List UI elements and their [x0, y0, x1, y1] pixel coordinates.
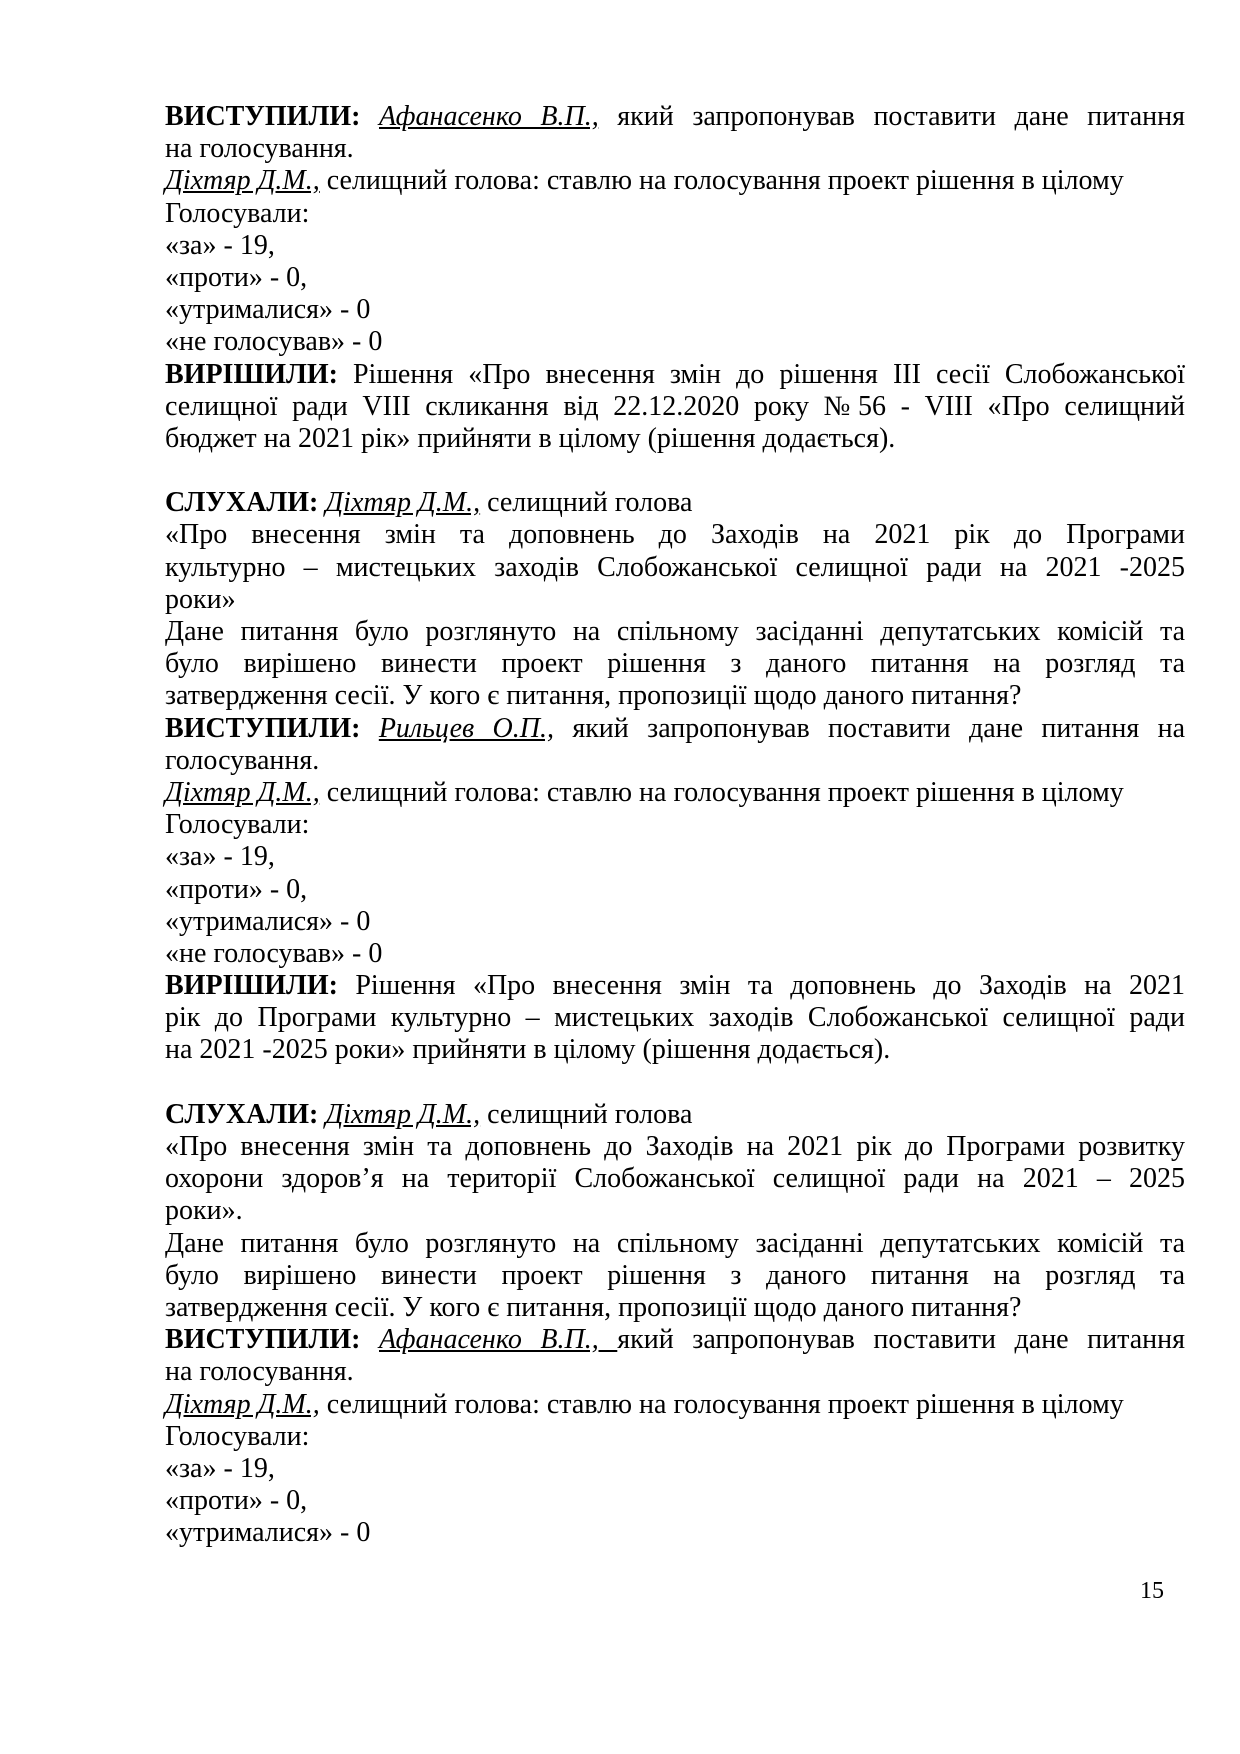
keyword-decided: ВИРІШИЛИ:: [165, 970, 338, 1002]
decided-text-1: Рішення «Про внесення змін та доповнень до Заходів на 2021: [337, 970, 1185, 1002]
voted-label: Голосували:: [165, 1420, 310, 1452]
decided-text-1: Рішення «Про внесення змін до рішення ІІІ сесії Слобожанської: [337, 358, 1185, 390]
vote-against: «проти» - 0,: [165, 873, 308, 905]
spoke-continuation: на голосування.: [165, 1356, 354, 1388]
speaker-name: Афанасенко В.П.,: [379, 101, 599, 132]
desc-line-2: було вирішено винести проект рішення з даного питання на розгляд та: [165, 1259, 1185, 1291]
keyword-heard: СЛУХАЛИ:: [165, 487, 319, 519]
heard-text: селищний голова: [480, 1098, 693, 1130]
vote-for: «за» - 19,: [165, 229, 275, 261]
desc-line-3: затвердження сесії. У кого є питання, пропозиції щодо даного питання?: [165, 680, 1022, 712]
voted-label: Голосували:: [165, 197, 310, 229]
keyword-spoke: ВИСТУПИЛИ:: [165, 1324, 361, 1356]
spoke-continuation: голосування.: [165, 744, 320, 776]
decided-line-3: на 2021 -2025 роки» прийняти в цілому (рішення додається).: [165, 1034, 891, 1066]
head-text: селищний голова: ставлю на голосування проект рішення в цілому: [319, 165, 1124, 197]
vote-abstained: «утрималися» - 0: [165, 294, 371, 326]
spoke-line: [165, 1324, 1185, 1356]
decided-line-2: селищної ради VIII скликання від 22.12.2020 року №56 - VIII «Про селищний: [165, 390, 1185, 422]
spacer: [165, 455, 1185, 487]
heard-name: Діхтяр Д.М.,: [325, 1098, 481, 1130]
head-text: селищний голова: ставлю на голосування проект рішення в цілому: [319, 776, 1124, 808]
vote-not-voted: «не голосував» - 0: [165, 326, 383, 358]
heard-text: селищний голова: [480, 487, 693, 519]
desc-line-3: затвердження сесії. У кого є питання, пропозиції щодо даного питання?: [165, 1291, 1022, 1323]
spacer: [165, 1067, 1185, 1099]
spoke-line: [165, 101, 1185, 133]
heard-name: Діхтяр Д.М.,: [325, 487, 481, 519]
vote-for: «за» - 19,: [165, 1452, 275, 1484]
keyword-heard: СЛУХАЛИ:: [165, 1098, 319, 1130]
spoke-text: який запропонував поставити дане питання: [617, 1324, 1185, 1356]
desc-line-2: було вирішено винести проект рішення з даного питання на розгляд та: [165, 648, 1185, 680]
title-line-2: культурно – мистецьких заходів Слобожанської селищної ради на 2021 -2025: [165, 551, 1185, 583]
title-line-2: охорони здоров’я на території Слобожанської селищної ради на 2021 – 2025: [165, 1163, 1185, 1195]
vote-abstained: «утрималися» - 0: [165, 1517, 371, 1549]
spoke-line: [165, 713, 1185, 745]
page-number: 15: [1140, 1578, 1164, 1604]
keyword-spoke: ВИСТУПИЛИ:: [165, 101, 361, 132]
document-page: [165, 101, 1185, 1549]
decided-line-1: [165, 359, 1185, 391]
vote-for: «за» - 19,: [165, 841, 275, 873]
title-line-1: «Про внесення змін та доповнень до Заходів на 2021 рік до Програми: [165, 519, 1185, 551]
title-line-3: роки»: [165, 583, 236, 615]
head-line: [165, 777, 1185, 809]
decided-line-3: бюджет на 2021 рік» прийняти в цілому (рішення додається).: [165, 422, 896, 454]
head-name: Діхтяр Д.М.,: [165, 165, 320, 197]
title-line-3: роки».: [165, 1195, 243, 1227]
vote-against: «проти» - 0,: [165, 261, 308, 293]
voted-label: Голосували:: [165, 809, 310, 841]
keyword-decided: ВИРІШИЛИ:: [165, 358, 338, 390]
speaker-name: Рильцев О.П.,: [378, 712, 554, 744]
desc-line-1: Дане питання було розглянуто на спільному засіданні депутатських комісій та: [165, 1227, 1185, 1259]
speaker-name: Афанасенко В.П.,: [379, 1324, 618, 1356]
desc-line-1: Дане питання було розглянуто на спільному засіданні депутатських комісій та: [165, 616, 1185, 647]
spoke-text: який запропонував поставити дане питання на: [553, 712, 1185, 744]
vote-abstained: «утрималися» - 0: [165, 905, 371, 937]
head-line: [165, 1389, 1185, 1421]
vote-not-voted: «не голосував» - 0: [165, 937, 383, 969]
title-line-1: «Про внесення змін та доповнень до Заходів на 2021 рік до Програми розвитку: [165, 1131, 1185, 1162]
heard-line: [165, 487, 1185, 519]
decided-line-1: [165, 970, 1185, 1002]
head-line: [165, 165, 1185, 197]
head-name: Діхтяр Д.М.,: [165, 1388, 320, 1420]
head-text: селищний голова: ставлю на голосування проект рішення в цілому: [319, 1388, 1124, 1420]
spoke-continuation: на голосування.: [165, 133, 354, 165]
spoke-text: який запропонував поставити дане питання: [598, 101, 1185, 132]
vote-against: «проти» - 0,: [165, 1485, 308, 1517]
head-name: Діхтяр Д.М.,: [165, 776, 320, 808]
decided-line-2: рік до Програми культурно – мистецьких заходів Слобожанської селищної ради: [165, 1002, 1185, 1034]
keyword-spoke: ВИСТУПИЛИ:: [165, 712, 361, 744]
heard-line: [165, 1099, 1185, 1131]
